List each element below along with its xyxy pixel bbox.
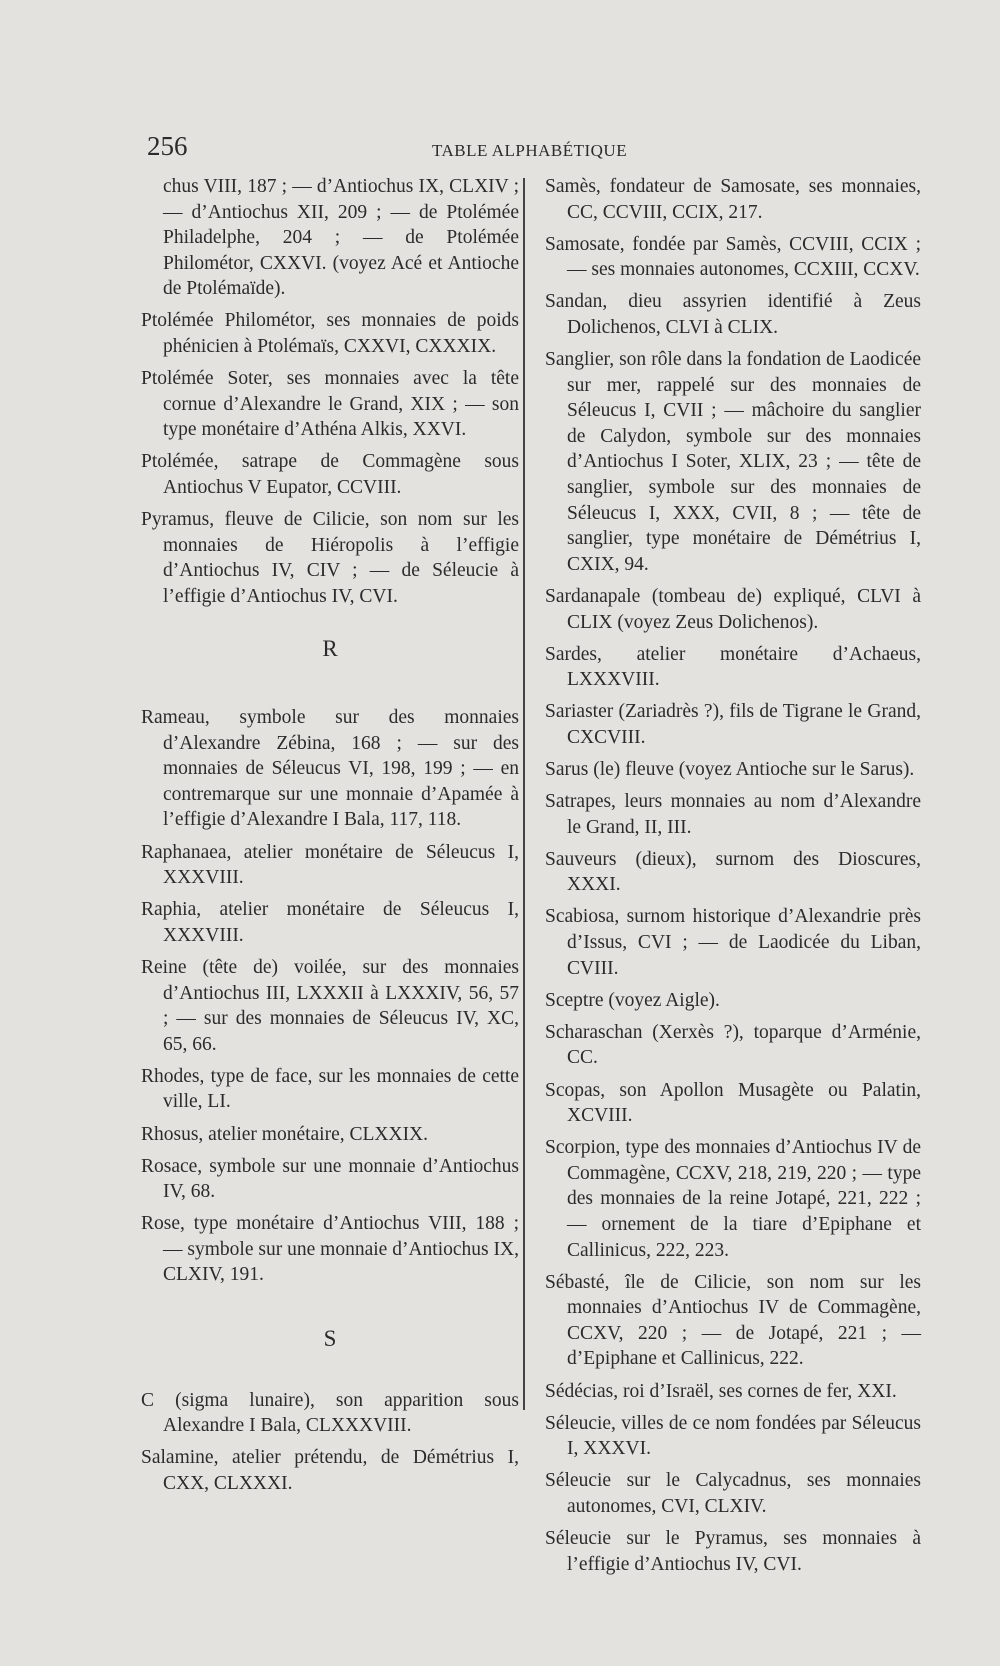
index-entry: Ptolémée Philométor, ses monnaies de poids phénicien à Ptolémaïs, CXXVI, CXXXIX. — [141, 310, 519, 358]
index-entry: Scabiosa, surnom historique d’Alexandrie près d’Issus, CVI ; — de Laodicée du Liban, CVIII. — [545, 906, 921, 979]
index-entry: Rosace, symbole sur une monnaie d’Antiochus IV, 68. — [141, 1155, 519, 1203]
index-entry: Reine (tête de) voilée, sur des monnaies d’Antiochus III, LXXXII à LXXXIV, 56, 57 ; — sur des monnaies de Séleucus IV, XC, 65, 66. — [141, 956, 519, 1055]
index-entry: Rameau, symbole sur des monnaies d’Alexandre Zébina, 168 ; — sur des monnaies de Séleucus VI, 198, 199 ; — en contremarque sur une monnaie d’Apamée à l’effigie d’Alexandre I Bala, 117, 118. — [141, 707, 519, 831]
index-entry: Rose, type monétaire d’Antiochus VIII, 188 ; — symbole sur une monnaie d’Antiochus IX, CLXIV, 191. — [141, 1213, 519, 1286]
index-entry: Sébasté, île de Cilicie, son nom sur les monnaies d’Antiochus IV de Commagène, CCXV, 220 ; — de Jotapé, 221 ; — d’Epiphane et Callinicus, 222. — [545, 1271, 921, 1370]
index-entry: Sanglier, son rôle dans la fondation de Laodicée sur mer, rappelé sur des monnaies de Séleucus I, CVII ; — mâchoire du sanglier de Calydon, symbole sur des monnaies d’Antiochus I Soter, XLIX, 23 ; — tête de sanglier, symbole sur des monnaies de Séleucus I, XXX, CVII, 8 ; — tête de sanglier, type monétaire de Démétrius I, CXIX, 94. — [545, 349, 921, 575]
index-entry: Sceptre (voyez Aigle). — [545, 989, 720, 1011]
index-entry: Séleucie sur le Pyramus, ses monnaies à l’effigie d’Antiochus IV, CVI. — [545, 1528, 921, 1575]
index-entry: Séleucie sur le Calycadnus, ses monnaies autonomes, CVI, CLXIV. — [545, 1470, 921, 1517]
index-entry: Pyramus, fleuve de Cilicie, son nom sur les monnaies de Hiéropolis à l’effigie d’Antiochus IV, CIV ; — de Séleucie à l’effigie d’Antiochus IV, CVI. — [141, 509, 519, 607]
index-entry: Rhosus, atelier monétaire, CLXXIX. — [141, 1123, 429, 1145]
index-entry: Rhodes, type de face, sur les monnaies de cette ville, LI. — [141, 1065, 519, 1113]
left-column — [141, 174, 519, 1503]
index-entry: Sauveurs (dieux), surnom des Dioscures, XXXI. — [545, 848, 921, 896]
index-entry: Satrapes, leurs monnaies au nom d’Alexandre le Grand, II, III. — [545, 791, 921, 838]
index-entry: Sandan, dieu assyrien identifié à Zeus Dolichenos, CLVI à CLIX. — [545, 291, 921, 338]
section-letter-s: S — [323, 1326, 337, 1352]
column-divider — [523, 178, 525, 1410]
index-entry: Raphia, atelier monétaire de Séleucus I, XXXVIII. — [141, 899, 519, 946]
index-entry: Samosate, fondée par Samès, CCVIII, CCIX ; — ses monnaies autonomes, CCXIII, CCXV. — [545, 233, 921, 281]
index-entry: Sardanapale (tombeau de) expliqué, CLVI à CLIX (voyez Zeus Dolichenos). — [545, 585, 921, 633]
index-entry: Sédécias, roi d’Israël, ses cornes de fer, XXI. — [545, 1380, 897, 1402]
index-entry: Ptolémée, satrape de Commagène sous Antiochus V Eupator, CCVIII. — [141, 451, 519, 499]
index-entry: Sardes, atelier monétaire d’Achaeus, LXXXVIII. — [545, 643, 921, 691]
index-entry: Ptolémée Soter, ses monnaies avec la tête cornue d’Alexandre le Grand, XIX ; — son type monétaire d’Athéna Alkis, XXVI. — [141, 368, 519, 441]
index-entry: Scharaschan (Xerxès ?), toparque d’Arménie, CC. — [545, 1021, 921, 1069]
index-entry: Salamine, atelier prétendu, de Démétrius I, CXX, CLXXXI. — [141, 1447, 519, 1494]
index-entry: C (sigma lunaire), son apparition sous Alexandre I Bala, CLXXXVIII. — [141, 1389, 519, 1437]
index-entry-continuation: chus VIII, 187 ; — d’Antiochus IX, CLXIV ; — d’Antiochus XII, 209 ; — de Ptolémée Philadelphe, 204 ; — de Ptolémée Philométor, CXXVI. (voyez Acé et Antioche de Ptolémaïde). — [163, 176, 519, 300]
index-entry: Sarus (le) fleuve (voyez Antioche sur le Sarus). — [545, 758, 915, 780]
section-letter-r: R — [322, 635, 338, 661]
index-entry: Sariaster (Zariadrès ?), fils de Tigrane le Grand, CXCVIII. — [545, 701, 921, 748]
page-number: 256 — [147, 131, 188, 161]
index-entry: Raphanaea, atelier monétaire de Séleucus I, XXXVIII. — [141, 841, 519, 889]
right-column — [545, 174, 921, 1584]
running-title: TABLE ALPHABÉTIQUE — [432, 141, 628, 160]
index-entry: Scopas, son Apollon Musagète ou Palatin, XCVIII. — [545, 1079, 921, 1127]
index-entry: Samès, fondateur de Samosate, ses monnaies, CC, CCVIII, CCIX, 217. — [545, 176, 921, 223]
index-entry: Séleucie, villes de ce nom fondées par Séleucus I, XXXVI. — [545, 1412, 921, 1460]
index-entry: Scorpion, type des monnaies d’Antiochus IV de Commagène, CCXV, 218, 219, 220 ; — type des monnaies de la reine Jotapé, 221, 222 ; — ornement de la tiare d’Epiphane et Callinicus, 222, 223. — [545, 1137, 921, 1261]
